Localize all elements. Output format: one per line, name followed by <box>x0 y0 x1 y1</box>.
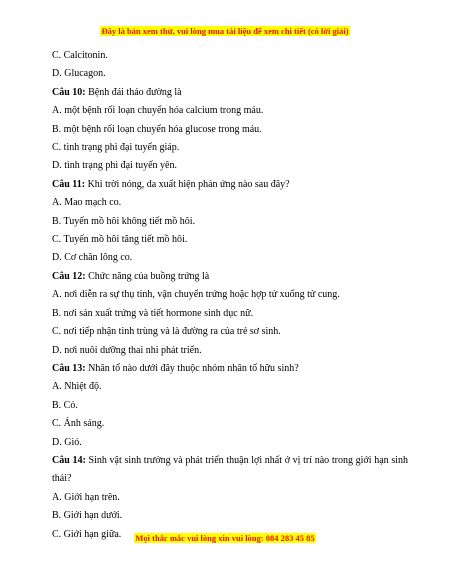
answer-option <box>52 415 408 433</box>
answer-option <box>52 323 408 341</box>
option-text: C. tình trạng phì đại tuyến giáp. <box>52 142 180 154</box>
question-line <box>52 84 408 102</box>
question-number: Câu 11: <box>52 178 86 190</box>
contact-banner-text: Mọi thắc mắc vui lòng xin vui lòng: 084 283 45 85 <box>135 533 315 543</box>
option-text: B. Giới hạn dưới. <box>52 510 123 522</box>
answer-option <box>52 249 408 267</box>
question-text: Chức năng của buồng trứng là <box>85 270 210 282</box>
question-line <box>52 176 408 194</box>
option-text: A. nơi diễn ra sự thụ tinh, vận chuyển trứng hoặc hợp tử xuống tử cung. <box>52 289 340 301</box>
answer-option <box>52 121 408 139</box>
answer-option <box>52 47 408 65</box>
question-text: Sinh vật sinh trưởng và phát triển thuận lợi nhất ở vị trí nào trong giới hạn sinh thái? <box>52 454 408 485</box>
option-text: B. một bệnh rối loạn chuyển hóa glucose trong máu. <box>52 123 262 135</box>
question-number: Câu 10: <box>52 86 86 98</box>
option-text: A. Mao mạch co. <box>52 197 122 209</box>
preview-banner-text: Đây là bản xem thử, vui lòng mua tài liệu để xem chi tiết (có lời giải) <box>101 26 349 36</box>
answer-option <box>52 194 408 212</box>
answer-option <box>52 65 408 83</box>
option-text: B. Tuyến mồ hôi không tiết mồ hôi. <box>52 215 196 227</box>
option-text: D. nơi nuôi dưỡng thai nhi phát triển. <box>52 344 202 356</box>
document-body <box>52 47 408 544</box>
option-text: D. Glucagon. <box>52 68 106 80</box>
option-text: C. nơi tiếp nhận tinh trùng và là đường ra của trẻ sơ sinh. <box>52 326 281 338</box>
answer-option <box>52 397 408 415</box>
option-text: C. Tuyến mồ hôi tăng tiết mồ hôi. <box>52 234 188 246</box>
option-text: D. Cơ chân lông co. <box>52 252 133 264</box>
answer-option <box>52 434 408 452</box>
answer-option <box>52 342 408 360</box>
option-text: D. tình trạng phì đại tuyến yên. <box>52 160 177 172</box>
question-line <box>52 452 408 489</box>
contact-banner <box>0 533 450 543</box>
option-text: A. một bệnh rối loạn chuyển hóa calcium trong máu. <box>52 105 264 117</box>
option-text: C. Giới hạn giữa. <box>52 528 122 540</box>
option-text: D. Gió. <box>52 436 82 448</box>
answer-option <box>52 213 408 231</box>
answer-option <box>52 305 408 323</box>
question-number: Câu 13: <box>52 362 86 374</box>
option-text: C. Calcitonin. <box>52 50 108 61</box>
preview-banner <box>0 26 450 36</box>
answer-option <box>52 507 408 525</box>
question-text: Khi trời nóng, da xuất hiện phản ứng nào sau đây? <box>85 178 290 190</box>
option-text: C. Ánh sáng. <box>52 418 105 430</box>
question-text: Bệnh đái tháo đường là <box>85 86 182 98</box>
answer-option <box>52 378 408 396</box>
answer-option <box>52 286 408 304</box>
answer-option <box>52 489 408 507</box>
option-text: B. Cỏ. <box>52 399 78 411</box>
question-line <box>52 360 408 378</box>
question-text: Nhân tố nào dưới đây thuộc nhóm nhân tố hữu sinh? <box>85 362 299 374</box>
option-text: A. Giới hạn trên. <box>52 491 120 503</box>
question-line <box>52 268 408 286</box>
answer-option <box>52 102 408 120</box>
answer-option <box>52 231 408 249</box>
question-number: Câu 12: <box>52 270 86 282</box>
option-text: B. nơi sản xuất trứng và tiết hormone sinh dục nữ. <box>52 307 254 319</box>
option-text: A. Nhiệt độ. <box>52 381 102 393</box>
question-number: Câu 14: <box>52 454 86 466</box>
answer-option <box>52 157 408 175</box>
answer-option <box>52 139 408 157</box>
